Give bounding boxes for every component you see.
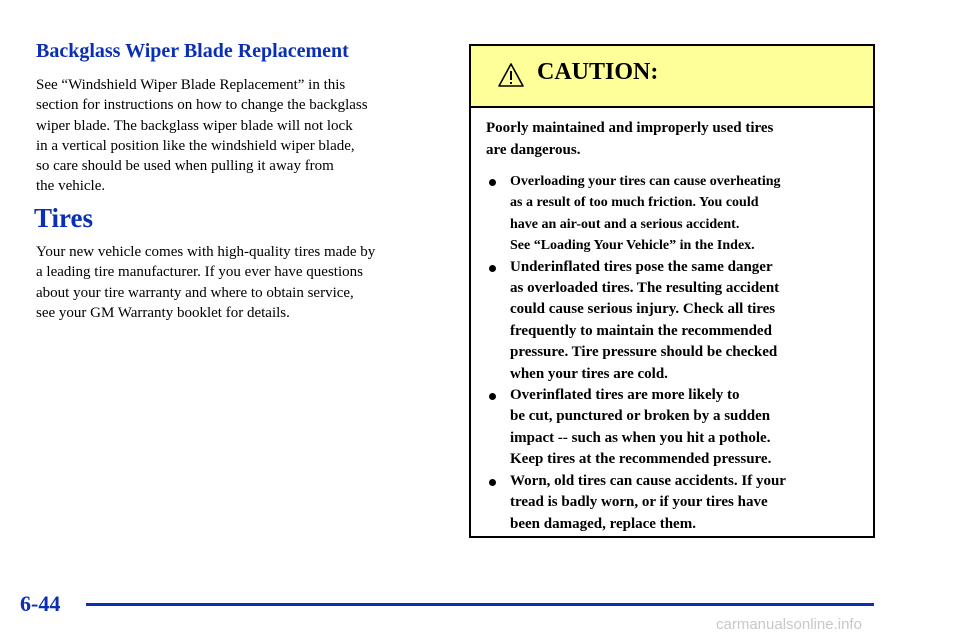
text-line: have an air-out and a serious accident. <box>510 216 740 232</box>
text-line: been damaged, replace them. <box>510 515 696 532</box>
text-line: a leading tire manufacturer. If you ever have questions <box>36 264 363 281</box>
caution-intro <box>486 118 863 161</box>
text-line: Worn, old tires can cause accidents. If your <box>510 472 786 489</box>
caution-bullet-worn-tires <box>486 471 863 535</box>
text-line: Keep tires at the recommended pressure. <box>510 451 772 468</box>
caution-bullet-overinflated <box>486 385 863 471</box>
text-line: Poorly maintained and improperly used tires <box>486 120 774 136</box>
caution-bullet-list <box>486 171 863 535</box>
bullet-dot-icon <box>489 479 496 486</box>
bullet-dot-icon <box>489 179 496 186</box>
page-number: 6-44 <box>20 591 61 616</box>
text-line: tread is badly worn, or if your tires have <box>510 494 768 511</box>
caution-body <box>486 118 863 535</box>
text-line: about your tire warranty and where to obtain service, <box>36 284 354 301</box>
text-line: wiper blade. The backglass wiper blade will not lock <box>36 117 353 134</box>
tires-paragraph <box>36 242 375 323</box>
text-line: as a result of too much friction. You could <box>510 195 759 211</box>
text-line: Underinflated tires pose the same danger <box>510 258 773 275</box>
text-line: section for instructions on how to change the backglass <box>36 97 368 114</box>
section-heading-backglass-wiper: Backglass Wiper Blade Replacement <box>36 40 349 62</box>
text-line: when your tires are cold. <box>510 365 668 382</box>
bullet-dot-icon <box>489 265 496 272</box>
text-line: Your new vehicle comes with high-quality tires made by <box>36 244 376 260</box>
footer-divider <box>86 603 874 606</box>
text-line: be cut, punctured or broken by a sudden <box>510 408 771 425</box>
text-line: See “Windshield Wiper Blade Replacement” in this <box>36 77 346 93</box>
section-heading-tires: Tires <box>34 203 94 233</box>
watermark-text: carmanualsonline.info <box>716 616 862 633</box>
text-line: in a vertical position like the windshield wiper blade, <box>36 137 355 154</box>
text-line: so care should be used when pulling it away from <box>36 158 334 175</box>
text-line: Overloading your tires can cause overheating <box>510 174 781 189</box>
text-line: as overloaded tires. The resulting accident <box>510 280 780 297</box>
text-line: See “Loading Your Vehicle” in the Index. <box>510 238 755 254</box>
caution-header <box>471 46 873 108</box>
text-line: are dangerous. <box>486 141 581 158</box>
text-line: the vehicle. <box>36 178 106 195</box>
bullet-dot-icon <box>489 393 496 400</box>
text-line: pressure. Tire pressure should be checked <box>510 344 778 361</box>
text-line: could cause serious injury. Check all tires <box>510 301 776 318</box>
backglass-wiper-paragraph <box>36 75 368 197</box>
caution-box <box>469 44 875 538</box>
text-line: see your GM Warranty booklet for details. <box>36 304 290 321</box>
caution-bullet-overloading <box>486 171 863 257</box>
caution-label: CAUTION: <box>537 59 659 85</box>
text-line: impact -- such as when you hit a pothole. <box>510 429 771 446</box>
text-line: Overinflated tires are more likely to <box>510 387 740 404</box>
caution-bullet-underinflated <box>486 257 863 385</box>
text-line: frequently to maintain the recommended <box>510 322 772 339</box>
warning-triangle-icon <box>497 62 525 88</box>
